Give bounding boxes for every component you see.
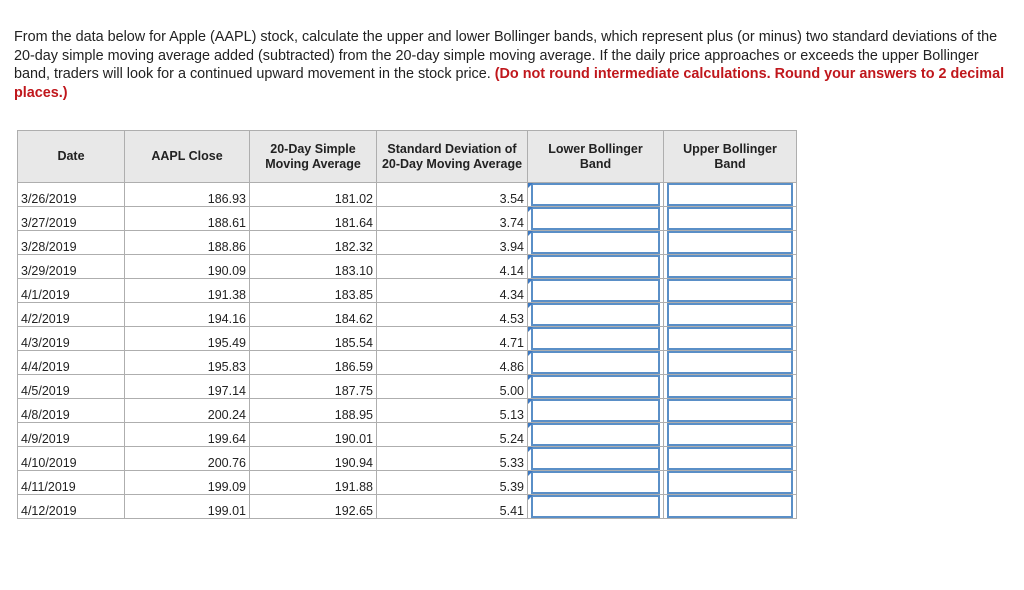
sd-cell: 4.14: [377, 255, 528, 279]
date-cell: 4/8/2019: [18, 399, 125, 423]
field-marker-icon: [528, 327, 533, 332]
sd-cell: 4.71: [377, 327, 528, 351]
upper-band-input[interactable]: [667, 207, 793, 230]
table-row: [18, 231, 797, 255]
lower-band-cell: [528, 495, 664, 519]
close-cell: 191.38: [125, 279, 250, 303]
field-marker-icon: [528, 255, 533, 260]
sd-cell: 4.86: [377, 351, 528, 375]
lower-band-input[interactable]: [531, 423, 660, 446]
sma-cell: 183.85: [250, 279, 377, 303]
lower-band-cell: [528, 471, 664, 495]
sd-cell: 3.74: [377, 207, 528, 231]
lower-band-input[interactable]: [531, 447, 660, 470]
table-row: [18, 279, 797, 303]
lower-band-cell: [528, 327, 664, 351]
table-row: [18, 303, 797, 327]
date-cell: 4/1/2019: [18, 279, 125, 303]
upper-band-input[interactable]: [667, 471, 793, 494]
sma-cell: 190.94: [250, 447, 377, 471]
lower-band-input[interactable]: [531, 375, 660, 398]
lower-band-cell: [528, 231, 664, 255]
sma-cell: 184.62: [250, 303, 377, 327]
field-marker-icon: [528, 279, 533, 284]
upper-band-cell: [664, 207, 797, 231]
upper-band-cell: [664, 399, 797, 423]
field-marker-icon: [528, 471, 533, 476]
upper-band-input[interactable]: [667, 279, 793, 302]
lower-band-input[interactable]: [531, 279, 660, 302]
date-cell: 4/2/2019: [18, 303, 125, 327]
upper-band-cell: [664, 351, 797, 375]
sd-cell: 5.33: [377, 447, 528, 471]
lower-band-cell: [528, 399, 664, 423]
close-cell: 186.93: [125, 183, 250, 207]
lower-band-input[interactable]: [531, 207, 660, 230]
lower-band-cell: [528, 183, 664, 207]
sma-cell: 191.88: [250, 471, 377, 495]
date-cell: 3/26/2019: [18, 183, 125, 207]
date-cell: 3/29/2019: [18, 255, 125, 279]
field-marker-icon: [528, 303, 533, 308]
lower-band-input[interactable]: [531, 399, 660, 422]
field-marker-icon: [528, 183, 533, 188]
upper-band-cell: [664, 231, 797, 255]
close-cell: 194.16: [125, 303, 250, 327]
close-cell: 200.24: [125, 399, 250, 423]
close-cell: 199.09: [125, 471, 250, 495]
date-cell: 4/10/2019: [18, 447, 125, 471]
sd-cell: 3.94: [377, 231, 528, 255]
upper-band-cell: [664, 375, 797, 399]
lower-band-cell: [528, 207, 664, 231]
table-row: [18, 495, 797, 519]
field-marker-icon: [528, 495, 533, 500]
close-cell: 190.09: [125, 255, 250, 279]
field-marker-icon: [528, 231, 533, 236]
lower-band-cell: [528, 303, 664, 327]
upper-band-cell: [664, 279, 797, 303]
close-cell: 195.83: [125, 351, 250, 375]
lower-band-input[interactable]: [531, 255, 660, 278]
field-marker-icon: [528, 207, 533, 212]
lower-band-input[interactable]: [531, 327, 660, 350]
table-row: [18, 375, 797, 399]
date-cell: 4/11/2019: [18, 471, 125, 495]
date-cell: 4/5/2019: [18, 375, 125, 399]
upper-band-input[interactable]: [667, 399, 793, 422]
field-marker-icon: [528, 375, 533, 380]
lower-band-input[interactable]: [531, 471, 660, 494]
sma-cell: 192.65: [250, 495, 377, 519]
lower-band-cell: [528, 447, 664, 471]
header-close: AAPL Close: [125, 131, 250, 183]
close-cell: 195.49: [125, 327, 250, 351]
upper-band-cell: [664, 495, 797, 519]
header-date: Date: [18, 131, 125, 183]
upper-band-input[interactable]: [667, 327, 793, 350]
table-row: [18, 423, 797, 447]
sd-cell: 5.13: [377, 399, 528, 423]
rounding-instruction: (Do not round intermediate calculations. Round your answers to 2 decimal places.): [14, 66, 1005, 101]
field-marker-icon: [528, 351, 533, 356]
sma-cell: 187.75: [250, 375, 377, 399]
sd-cell: 3.54: [377, 183, 528, 207]
upper-band-input[interactable]: [667, 255, 793, 278]
date-cell: 3/27/2019: [18, 207, 125, 231]
date-cell: 4/9/2019: [18, 423, 125, 447]
header-lower-band: Lower Bollinger Band: [528, 131, 664, 183]
bollinger-table: [17, 130, 797, 519]
table-row: [18, 399, 797, 423]
table-row: [18, 207, 797, 231]
lower-band-input[interactable]: [531, 351, 660, 374]
field-marker-icon: [528, 423, 533, 428]
sd-cell: 5.24: [377, 423, 528, 447]
lower-band-cell: [528, 255, 664, 279]
date-cell: 3/28/2019: [18, 231, 125, 255]
lower-band-cell: [528, 351, 664, 375]
sma-cell: 181.02: [250, 183, 377, 207]
upper-band-input[interactable]: [667, 495, 793, 518]
table-row: [18, 327, 797, 351]
table-row: [18, 351, 797, 375]
table-row: [18, 471, 797, 495]
sd-cell: 5.00: [377, 375, 528, 399]
sd-cell: 4.53: [377, 303, 528, 327]
sd-cell: 5.41: [377, 495, 528, 519]
close-cell: 197.14: [125, 375, 250, 399]
upper-band-input[interactable]: [667, 183, 793, 206]
lower-band-input[interactable]: [531, 303, 660, 326]
header-sd: Standard Deviation of 20-Day Moving Average: [377, 131, 528, 183]
lower-band-input[interactable]: [531, 183, 660, 206]
question-body: From the data below for Apple (AAPL) stock, calculate the upper and lower Bollinger bands, which represent plus (or minus) two standard deviations of the 20-day simple moving average added (subtracted) from the 20-day simple moving average. If the daily price approaches or exceeds the upper Bollinger band, traders will look for a continued upward movement in the stock price.: [14, 29, 998, 82]
header-row: [18, 131, 797, 183]
lower-band-input[interactable]: [531, 231, 660, 254]
sma-cell: 182.32: [250, 231, 377, 255]
upper-band-cell: [664, 471, 797, 495]
upper-band-cell: [664, 183, 797, 207]
question-text: [14, 28, 1014, 102]
lower-band-cell: [528, 375, 664, 399]
sma-cell: 186.59: [250, 351, 377, 375]
upper-band-input[interactable]: [667, 351, 793, 374]
lower-band-input[interactable]: [531, 495, 660, 518]
field-marker-icon: [528, 447, 533, 452]
upper-band-cell: [664, 447, 797, 471]
date-cell: 4/12/2019: [18, 495, 125, 519]
upper-band-cell: [664, 303, 797, 327]
date-cell: 4/3/2019: [18, 327, 125, 351]
upper-band-input[interactable]: [667, 231, 793, 254]
header-upper-band: Upper Bollinger Band: [664, 131, 797, 183]
close-cell: 199.01: [125, 495, 250, 519]
table-row: [18, 447, 797, 471]
date-cell: 4/4/2019: [18, 351, 125, 375]
lower-band-cell: [528, 423, 664, 447]
upper-band-cell: [664, 327, 797, 351]
sma-cell: 190.01: [250, 423, 377, 447]
sd-cell: 4.34: [377, 279, 528, 303]
sma-cell: 185.54: [250, 327, 377, 351]
sma-cell: 181.64: [250, 207, 377, 231]
upper-band-input[interactable]: [667, 447, 793, 470]
sd-cell: 5.39: [377, 471, 528, 495]
header-sma: 20-Day Simple Moving Average: [250, 131, 377, 183]
table-row: [18, 255, 797, 279]
lower-band-cell: [528, 279, 664, 303]
upper-band-cell: [664, 255, 797, 279]
close-cell: 188.61: [125, 207, 250, 231]
field-marker-icon: [528, 399, 533, 404]
close-cell: 200.76: [125, 447, 250, 471]
upper-band-cell: [664, 423, 797, 447]
close-cell: 199.64: [125, 423, 250, 447]
upper-band-input[interactable]: [667, 303, 793, 326]
table-row: [18, 183, 797, 207]
table-body: [18, 183, 797, 519]
upper-band-input[interactable]: [667, 375, 793, 398]
sma-cell: 183.10: [250, 255, 377, 279]
upper-band-input[interactable]: [667, 423, 793, 446]
close-cell: 188.86: [125, 231, 250, 255]
sma-cell: 188.95: [250, 399, 377, 423]
